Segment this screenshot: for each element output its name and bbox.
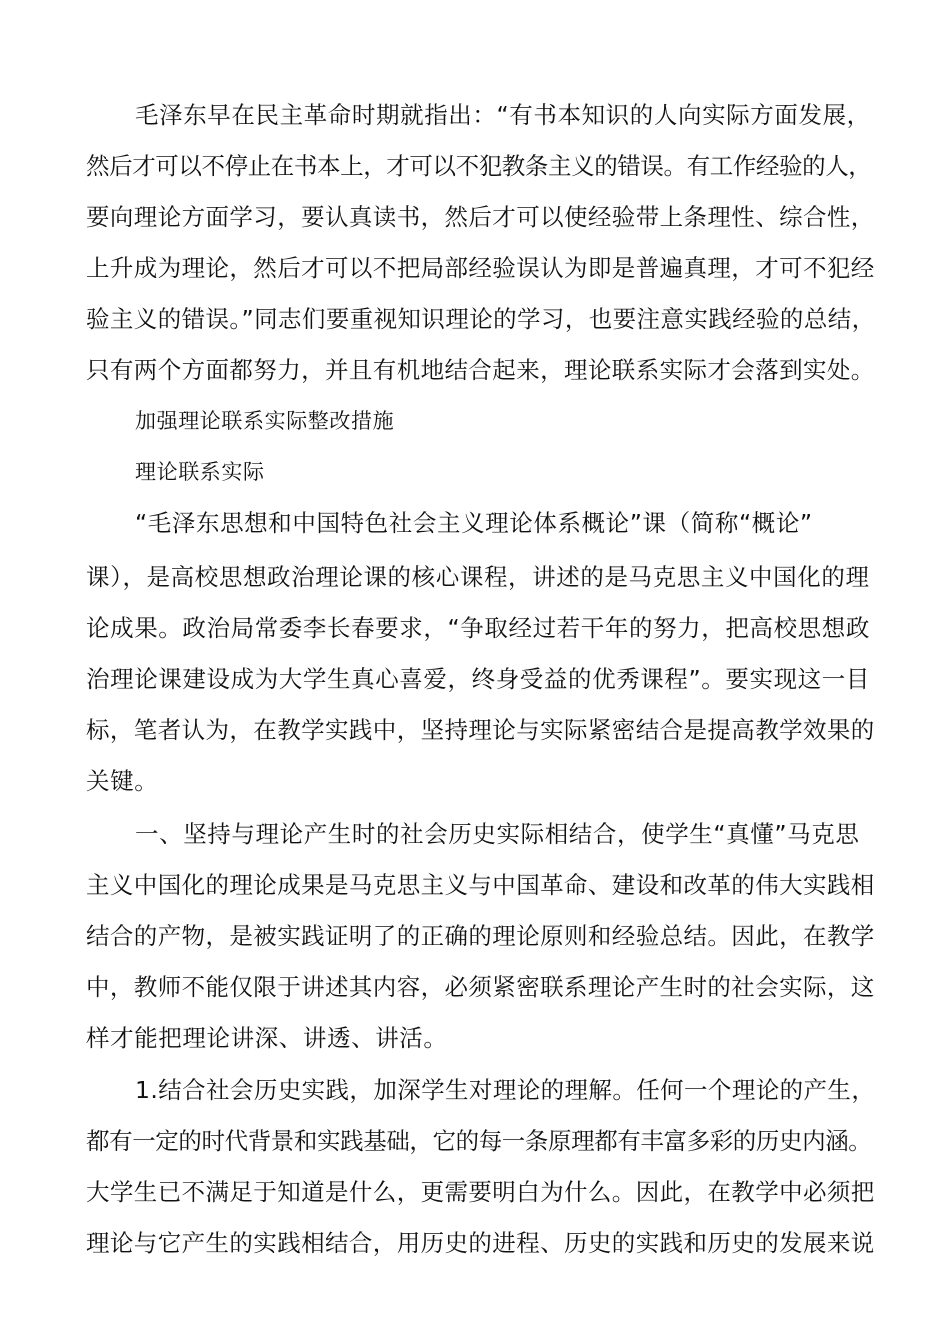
paragraph-line: 理论与它产生的实践相结合，用历史的进程、历史的实践和历史的发展来说 — [86, 1229, 875, 1257]
paragraph-line: 只有两个方面都努力，并且有机地结合起来，理论联系实际才会落到实处。 — [86, 356, 875, 384]
paragraph-line: “毛泽东思想和中国特色社会主义理论体系概论”课（简称“概论” — [135, 509, 813, 537]
paragraph-line: 上升成为理论，然后才可以不把局部经验误认为即是普遍真理，才可不犯经 — [86, 254, 875, 282]
paragraph-line: 课），是高校思想政治理论课的核心课程，讲述的是马克思主义中国化的理 — [86, 563, 870, 591]
paragraph-line: 中，教师不能仅限于讲述其内容，必须紧密联系理论产生时的社会实际，这 — [86, 973, 875, 1001]
paragraph-line: 验主义的错误。”同志们要重视知识理论的学习，也要注意实践经验的总结， — [86, 305, 876, 333]
section-heading: 理论联系实际 — [135, 460, 265, 484]
paragraph-line: 1.结合社会历史实践，加深学生对理论的理解。任何一个理论的产生， — [135, 1076, 876, 1104]
paragraph-line: 标，笔者认为，在教学实践中，坚持理论与实际紧密结合是提高教学效果的 — [86, 716, 875, 744]
paragraph-line: 结合的产物，是被实践证明了的正确的理论原则和经验总结。因此，在教学 — [86, 922, 875, 950]
paragraph-line: 样才能把理论讲深、讲透、讲活。 — [86, 1024, 448, 1052]
paragraph-line: 论成果。政治局常委李长春要求，“争取经过若干年的努力，把高校思想政 — [86, 614, 870, 642]
paragraph-line: 治理论课建设成为大学生真心喜爱，终身受益的优秀课程”。要实现这一目 — [86, 665, 870, 693]
paragraph-line: 要向理论方面学习，要认真读书，然后才可以使经验带上条理性、综合性， — [86, 203, 875, 231]
section-heading: 加强理论联系实际整改措施 — [135, 409, 395, 433]
paragraph-line: 一、坚持与理论产生时的社会历史实际相结合，使学生“真懂”马克思 — [135, 820, 860, 848]
paragraph-line: 关键。 — [86, 767, 159, 795]
paragraph-line: 大学生已不满足于知道是什么，更需要明白为什么。因此，在教学中必须把 — [86, 1178, 875, 1206]
paragraph-line: 都有一定的时代背景和实践基础，它的每一条原理都有丰富多彩的历史内涵。 — [86, 1127, 872, 1155]
paragraph-line: 然后才可以不停止在书本上，才可以不犯教条主义的错误。有工作经验的人， — [86, 152, 872, 180]
paragraph-line: 毛泽东早在民主革命时期就指出：“有书本知识的人向实际方面发展， — [135, 101, 871, 129]
paragraph-line: 主义中国化的理论成果是马克思主义与中国革命、建设和改革的伟大实践相 — [86, 871, 875, 899]
